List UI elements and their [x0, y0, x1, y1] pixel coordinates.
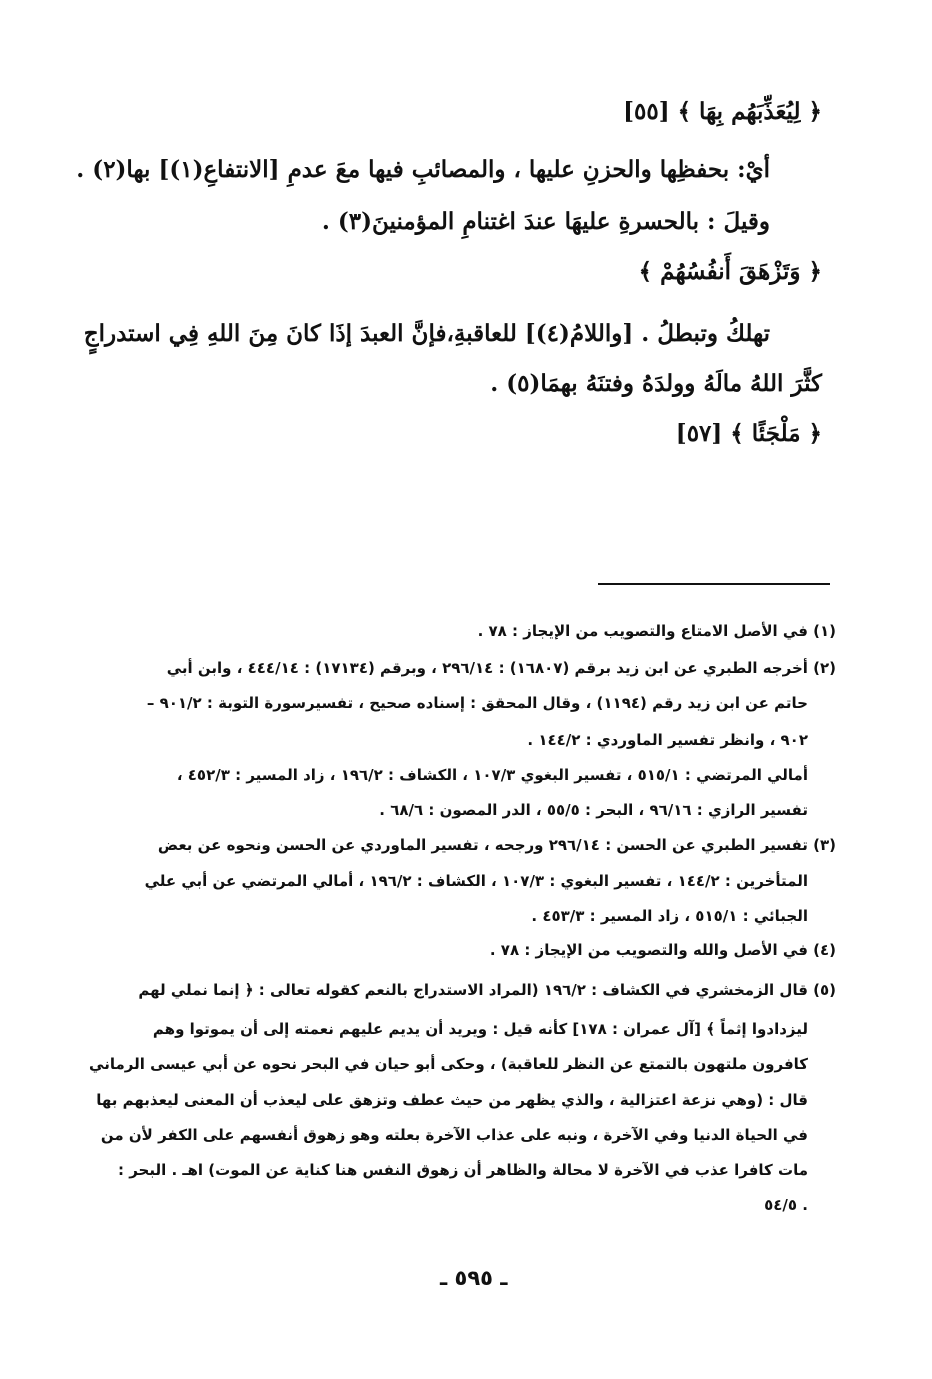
footnote-line: (٤) في الأصل والله والتصويب من الإيجاز : ٧٨ .: [489, 941, 836, 959]
footnote-line: ٥٤/٥ .: [764, 1196, 808, 1214]
commentary-line: وقيلَ : بالحسرةِ عليهَا عندَ اغتنامِ المؤمنينَ(٣) .: [321, 208, 770, 235]
footnote-line: (١) في الأصل الامتاع والتصويب من الإيجاز : ٧٨ .: [477, 622, 836, 640]
footnote-line: في الحياة الدنيا وفي الآخرة ، ونبه على عذاب الآخرة بعلته وهو زهوق أنفسهم على الكفر لأن من: [100, 1126, 808, 1144]
footnote-line: (٢) أخرجه الطبري عن ابن زيد برقم (١٦٨٠٧) : ٢٩٦/١٤ ، وبرقم (١٧١٣٤) : ٤٤٤/١٤ ، وابن أبي: [166, 659, 836, 677]
page-number: ـ ٥٩٥ ـ: [440, 1266, 508, 1290]
footnote-line: قال : (وهي نزعة اعتزالية ، والذي يظهر من حيث عطف وتزهق على ليعذب أن المعنى ليعذبهم بها: [96, 1091, 808, 1109]
footnote-line: الجبائي : ٥١٥/١ ، زاد المسير : ٤٥٣/٣ .: [531, 907, 808, 925]
footnote-line: (٣) تفسير الطبري عن الحسن : ٢٩٦/١٤ ورجحه ، تفسير الماوردي عن الحسن ونحوه عن بعض: [157, 836, 836, 854]
footnote-line: مات كافرا عذب في الآخرة لا محالة والظاهر أن زهوق النفس هنا كناية عن الموت) اهـ . البحر :: [118, 1161, 808, 1179]
quran-phrase-heading: ﴿ لِيُعَذِّبَهُم بِهَا ﴾ [٥٥]: [623, 98, 822, 125]
footnote-line: المتأخرين : ١٤٤/٢ ، تفسير البغوي : ١٠٧/٣ ، الكشاف : ١٩٦/٢ ، أمالي المرتضي عن أبي علي: [144, 872, 808, 890]
commentary-line: تهلكُ وتبطلُ . [واللامُ(٤)] للعاقبةِ،فإنَّ العبدَ إذَا كانَ مِنَ اللهِ فِي استدراجٍ: [83, 320, 770, 347]
quran-phrase-heading: ﴿ وَتَزْهَقَ أَنفُسُهُمْ ﴾: [638, 258, 822, 285]
footnote-separator: [598, 583, 830, 585]
footnote-line: ٩٠٢ ، وانظر تفسير الماوردي : ١٤٤/٢ .: [527, 731, 808, 749]
footnote-line: تفسير الرازي : ٩٦/١٦ ، البحر : ٥٥/٥ ، الدر المصون : ٦٨/٦ .: [379, 801, 808, 819]
footnote-line: ليزدادوا إثماً ﴾ [آل عمران : ١٧٨] كأنه قيل : ويريد أن يديم عليهم نعمته إلى أن يموتوا وهم: [152, 1020, 808, 1038]
quran-phrase-heading: ﴿ مَلْجَئًا ﴾ [٥٧]: [675, 420, 822, 447]
commentary-line: كثَّرَ اللهُ مالَهُ وولدَهُ وفتنَهُ بهمَا(٥) .: [490, 370, 822, 397]
footnote-line: أمالي المرتضي : ٥١٥/١ ، تفسير البغوي ١٠٧/٣ ، الكشاف : ١٩٦/٢ ، زاد المسير : ٤٥٢/٣ ،: [176, 766, 808, 784]
footnote-line: حاتم عن ابن زيد رقم (١١٩٤) ، وقال المحقق : إسناده صحيح ، تفسيرسورة التوبة : ٩٠١/٢ –: [146, 694, 808, 712]
footnote-line: (٥) قال الزمخشري في الكشاف : ١٩٦/٢ (المراد الاستدراج بالنعم كقوله تعالى : ﴿ إنما نملي لهم: [138, 981, 836, 999]
commentary-line: أيْ: بحفظِها والحزنِ عليها ، والمصائبِ فيها معَ عدمِ [الانتفاعِ(١)] بها(٢) .: [76, 156, 770, 183]
footnote-line: كافرون ملتهون بالتمتع عن النظر للعاقبة) ، وحكى أبو حيان في البحر نحوه عن أبي عيسى الرماني: [89, 1055, 808, 1073]
